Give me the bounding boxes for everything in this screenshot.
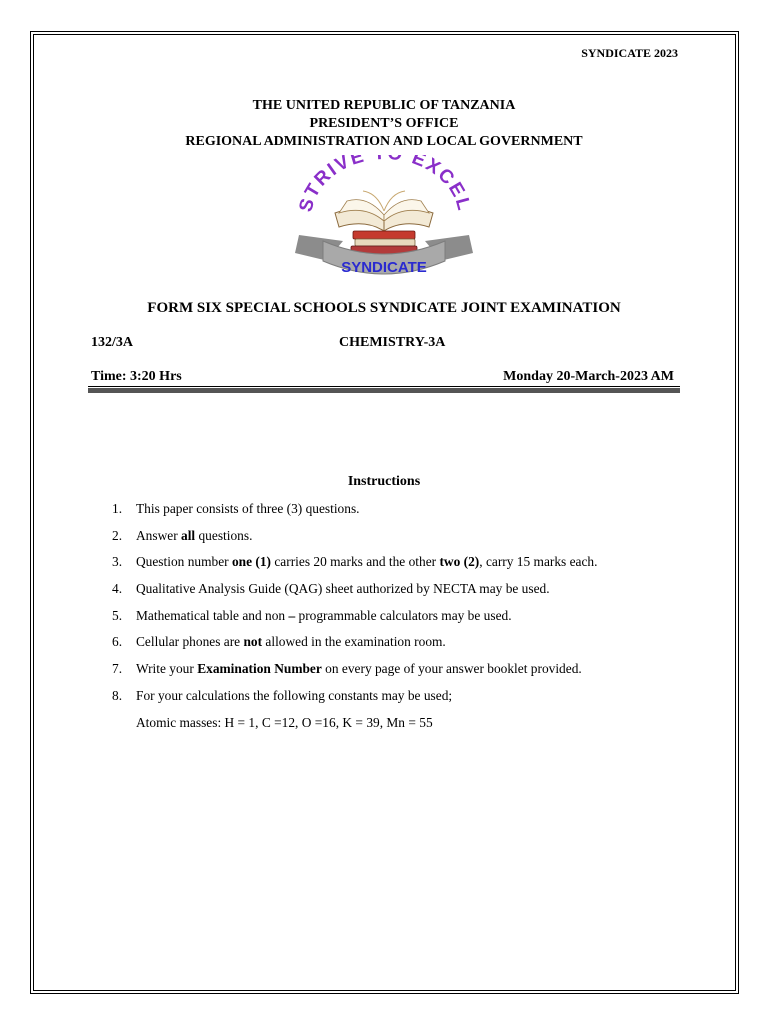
exam-title: FORM SIX SPECIAL SCHOOLS SYNDICATE JOINT EXAMINATION	[147, 300, 621, 316]
header-divider-thin	[88, 386, 680, 387]
instruction-fragment: Write your	[136, 661, 198, 677]
instruction-number: 2.	[112, 527, 123, 543]
exam-duration: Time: 3:20 Hrs	[91, 369, 182, 384]
instruction-fragment: on every page of your answer booklet provided.	[321, 661, 582, 677]
instruction-fragment: questions.	[195, 527, 253, 543]
instruction-fragment: Cellular phones are	[136, 634, 244, 650]
instruction-item	[112, 553, 712, 580]
instruction-text	[136, 607, 512, 624]
instructions-heading: Instructions	[347, 474, 421, 489]
instruction-fragment: programmable calculators may be used.	[295, 607, 512, 623]
instruction-item	[112, 607, 712, 634]
instruction-text	[136, 687, 452, 704]
instruction-emphasis: not	[243, 634, 263, 650]
instruction-item	[112, 580, 712, 607]
instruction-number: 8.	[112, 687, 123, 703]
instruction-fragment: Qualitative Analysis Guide (QAG) sheet authorized by NECTA may be used.	[136, 581, 550, 597]
instruction-number: 6.	[112, 634, 123, 650]
instruction-text	[136, 633, 446, 650]
header-divider-thick	[88, 388, 680, 393]
instruction-emphasis: two (2)	[439, 554, 480, 570]
instruction-number: 1.	[112, 501, 123, 516]
instruction-emphasis: all	[181, 527, 196, 543]
instruction-text	[136, 527, 252, 544]
instruction-fragment: Answer	[136, 527, 181, 543]
instruction-emphasis: Examination Number	[197, 661, 322, 677]
instruction-text	[136, 500, 360, 517]
instruction-item	[112, 500, 712, 527]
instruction-text	[136, 580, 550, 597]
instruction-text	[136, 553, 597, 570]
instruction-item	[112, 687, 712, 714]
instruction-fragment: carries 20 marks and the other	[271, 554, 440, 570]
instruction-fragment: , carry 15 marks each.	[479, 554, 598, 570]
instruction-emphasis: –	[288, 607, 296, 623]
logo-ribbon-text: SYNDICATE	[341, 259, 427, 276]
instruction-fragment: This paper consists of three (3) questions.	[136, 501, 360, 516]
instruction-text	[136, 714, 433, 731]
header-regional-admin: REGIONAL ADMINISTRATION AND LOCAL GOVERNMENT	[185, 134, 583, 149]
header-presidents-office: PRESIDENT’S OFFICE	[309, 116, 459, 131]
instruction-number: 7.	[112, 661, 123, 677]
header-republic: THE UNITED REPUBLIC OF TANZANIA	[252, 98, 516, 113]
instruction-number: 5.	[112, 607, 123, 623]
instruction-fragment: Mathematical table and non	[136, 607, 289, 623]
instruction-emphasis: one (1)	[231, 554, 272, 570]
instruction-fragment: Atomic masses: H = 1, C =12, O =16, K = 39, Mn = 55	[136, 714, 433, 730]
instructions-list	[112, 500, 712, 740]
instruction-fragment: allowed in the examination room.	[262, 634, 446, 650]
paper-code: 132/3A	[91, 335, 133, 350]
instruction-fragment: For your calculations the following constants may be used;	[136, 687, 453, 703]
logo-arc-text: STRIVE EXCEL	[295, 155, 475, 215]
instruction-number: 4.	[112, 581, 123, 597]
instruction-fragment: Question number	[136, 554, 232, 570]
header-syndicate-year: SYNDICATE 2023	[581, 46, 678, 60]
instruction-item	[112, 714, 712, 741]
exam-date: Monday 20-March-2023 AM	[503, 369, 674, 384]
instruction-number: 3.	[112, 554, 123, 570]
syndicate-logo	[273, 155, 495, 290]
instruction-item	[112, 633, 712, 660]
subject-name: CHEMISTRY-3A	[339, 335, 446, 350]
instruction-text	[136, 660, 582, 677]
instruction-item	[112, 527, 712, 554]
instruction-item	[112, 660, 712, 687]
